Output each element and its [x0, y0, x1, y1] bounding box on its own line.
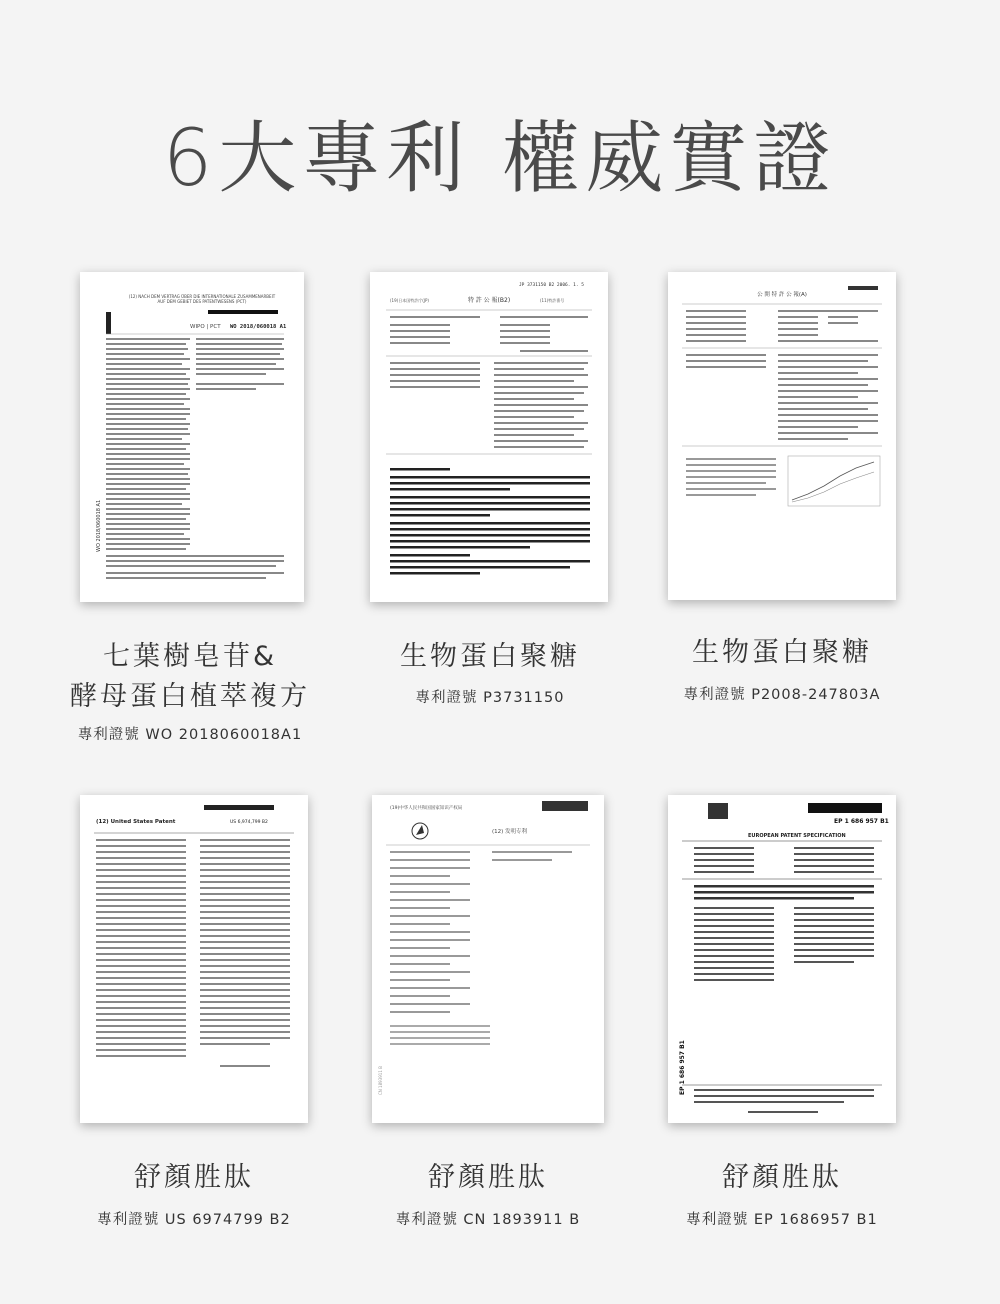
patent-document-ep: [668, 795, 896, 1123]
svg-text:EUROPEAN PATENT SPECIFICATION: EUROPEAN PATENT SPECIFICATION: [748, 833, 846, 839]
svg-text:EP 1 686 957 B1: EP 1 686 957 B1: [679, 1040, 686, 1095]
patent-number-us: 專利證號 US 6974799 B2: [97, 1212, 291, 1228]
patent-number-jp-b2: 專利證號 P3731150: [415, 690, 565, 706]
patent-title-us: 舒顏胜肽: [134, 1162, 254, 1193]
patent-document-jp-b2: [370, 272, 608, 602]
svg-text:(19)日本国特許庁(JP): (19)日本国特許庁(JP): [390, 298, 429, 303]
patent-title-wo: 七葉樹皂苷& 酵母蛋白植萃複方: [70, 641, 310, 712]
svg-text:(12) NACH DEM VERTRAG ÜBER DIE: (12) NACH DEM VERTRAG ÜBER DIE INTERNATIONALE ZUSAMMENARBEIT: [128, 294, 276, 299]
patent-title-jp-b2: 生物蛋白聚糖: [400, 641, 580, 672]
svg-text:(11)特許番号: (11)特許番号: [540, 298, 565, 303]
svg-text:EP 1 686 957 B1: EP 1 686 957 B1: [834, 818, 889, 825]
svg-text:(19)中华人民共和国国家知识产权局: (19)中华人民共和国国家知识产权局: [390, 806, 463, 811]
patent-document-jp-a: [668, 272, 896, 600]
page-title: 6大專利 權威實證: [162, 114, 838, 204]
patent-document-wo: [80, 272, 304, 602]
patent-document-us: [80, 795, 308, 1123]
svg-text:(12) 发明专利: (12) 发明专利: [492, 829, 528, 835]
svg-text:WO 2018/060018 A1: WO 2018/060018 A1: [230, 324, 287, 330]
svg-text:JP 3731150 B2 2006. 1. 5: JP 3731150 B2 2006. 1. 5: [518, 283, 584, 288]
patent-number-ep: 專利證號 EP 1686957 B1: [686, 1212, 878, 1228]
patent-title-ep: 舒顏胜肽: [722, 1162, 842, 1193]
svg-text:AUF DEM GEBIET DES PATENTWESEN: AUF DEM GEBIET DES PATENTWESENS (PCT): [157, 299, 247, 304]
patent-document-cn: [372, 795, 604, 1123]
patent-number-cn: 專利證號 CN 1893911 B: [395, 1212, 581, 1228]
patent-title-jp-a: 生物蛋白聚糖: [692, 637, 872, 668]
svg-text:CN 1893911 B: CN 1893911 B: [378, 1066, 383, 1095]
svg-text:WIPO | PCT: WIPO | PCT: [190, 324, 221, 330]
patent-number-wo: 專利證號 WO 2018060018A1: [77, 727, 303, 743]
svg-text:(12) United States Patent: (12) United States Patent: [96, 819, 176, 825]
svg-text:US 6,974,799 B2: US 6,974,799 B2: [230, 820, 268, 825]
svg-text:WO 2018/060018 A1: WO 2018/060018 A1: [96, 499, 102, 552]
svg-text:特 許 公 報(B2): 特 許 公 報(B2): [467, 297, 511, 304]
patent-number-jp-a: 專利證號 P2008-247803A: [683, 687, 881, 703]
svg-text:公 開 特 許 公 報(A): 公 開 特 許 公 報(A): [757, 292, 807, 298]
patent-title-cn: 舒顏胜肽: [428, 1162, 548, 1193]
